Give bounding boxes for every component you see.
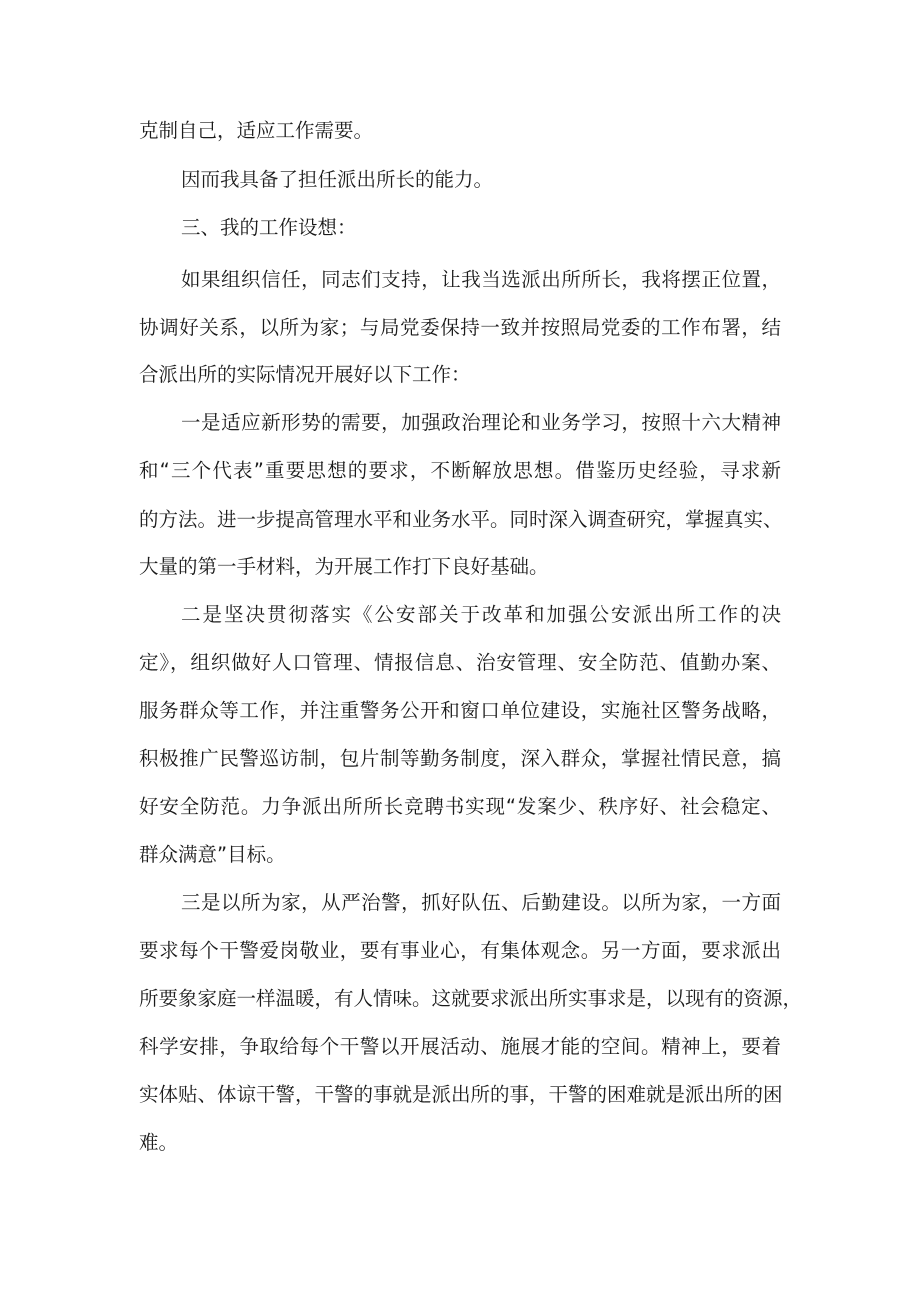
body-text-line: 好安全防范。力争派出所所长竞聘书实现“发案少、秩序好、社会稳定、 [139,795,781,818]
body-text-line: 难。 [139,1131,179,1154]
body-text-line: 要求每个干警爱岗敬业，要有事业心，有集体观念。另一方面，要求派出 [139,939,781,962]
body-text-line: 定》，组织做好人口管理、情报信息、治安管理、安全防范、值勤办案、 [139,651,781,674]
body-text-line: 如果组织信任，同志们支持，让我当选派出所所长，我将摆正位置， [181,268,781,291]
body-text-line: 群众满意”目标。 [139,843,286,866]
body-text-line: 大量的第一手材料，为开展工作打下良好基础。 [139,555,549,578]
body-text-line: 三是以所为家，从严治警，抓好队伍、后勤建设。以所为家，一方面 [181,891,781,914]
body-text-line: 和“三个代表”重要思想的要求，不断解放思想。借鉴历史经验，寻求新 [139,459,781,482]
body-text-line: 一是适应新形势的需要，加强政治理论和业务学习，按照十六大精神 [181,411,781,434]
body-text-line: 所要象家庭一样温暖，有人情味。这就要求派出所实事求是，以现有的资源， [139,987,803,1010]
body-text-line: 因而我具备了担任派出所长的能力。 [181,168,494,191]
section-heading: 三、我的工作设想： [181,216,357,239]
body-text-line: 合派出所的实际情况开展好以下工作： [139,363,471,386]
body-text-line: 积极推广民警巡访制，包片制等勤务制度，深入群众，掌握社情民意，搞 [139,747,781,770]
body-text-line: 克制自己，适应工作需要。 [139,119,374,142]
body-text-line: 科学安排，争取给每个干警以开展活动、施展才能的空间。精神上，要着 [139,1035,781,1058]
body-text-line: 的方法。进一步提高管理水平和业务水平。同时深入调查研究，掌握真实、 [139,508,783,531]
body-text-line: 协调好关系，以所为家；与局党委保持一致并按照局党委的工作布署，结 [139,316,781,339]
body-text-line: 实体贴、体谅干警，干警的事就是派出所的事，干警的困难就是派出所的困 [139,1083,783,1106]
body-text-line: 服务群众等工作，并注重警务公开和窗口单位建设，实施社区警务战略， [139,699,781,722]
body-text-line: 二是坚决贯彻落实《公安部关于改革和加强公安派出所工作的决 [181,603,781,626]
